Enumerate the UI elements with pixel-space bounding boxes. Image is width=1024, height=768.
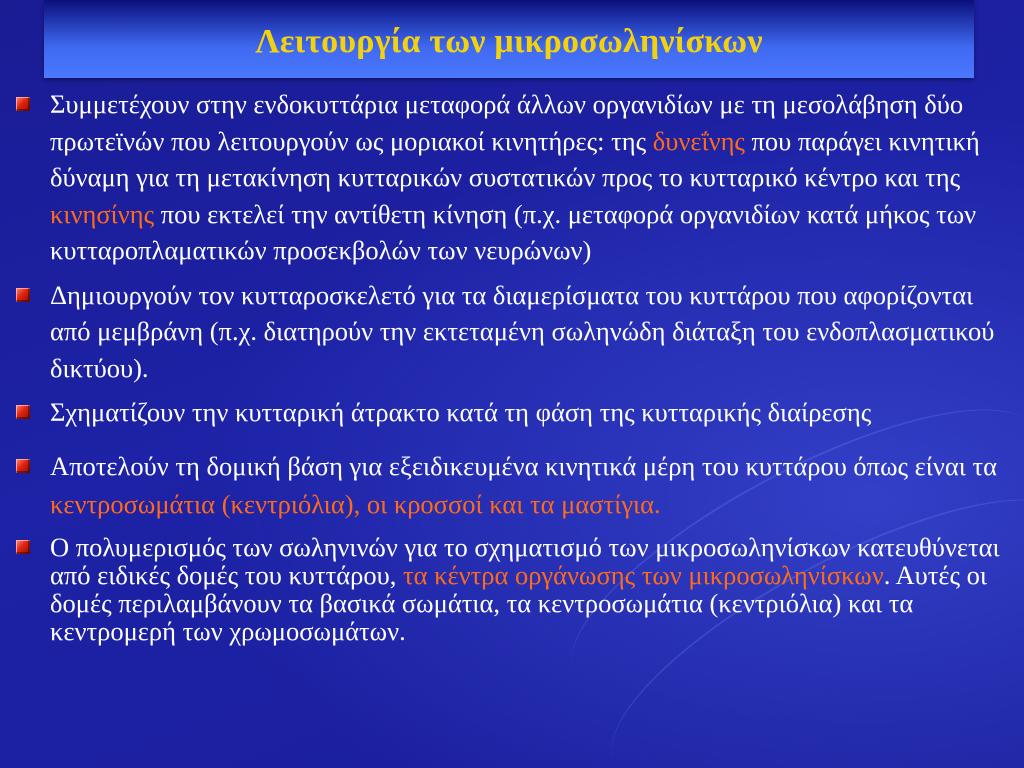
bullet-text: Αποτελούν τη δομική βάση για εξειδικευμένα κινητικά μέρη του κυττάρου όπως είναι τα κεντροσωμάτια (κεντριόλια), οι κροσσοί και τα μαστίγια. [50, 450, 998, 519]
bullet-item-transport [14, 86, 1014, 269]
bullet-item-cytoskeleton [14, 277, 1014, 387]
highlight-text: κεντροσωμάτια (κεντριόλια), οι κροσσοί και τα μαστίγια. [50, 488, 661, 519]
bullet-text: Συμμετέχουν στην ενδοκυττάρια μεταφορά άλλων οργανιδίων με τη μεσολάβηση δύο πρωτεϊνών που λειτουργούν ως μοριακοί κινητήρες: της δυνεΐνης που παράγει κινητική δύναμη για τη μετακίνηση κυτταρικών συστατικών προς το κυτταρικό κέντρο και της κινησίνης που εκτελεί την αντίθετη κίνηση (π.χ. μεταφορά οργανιδίων κατά μήκος των κυτταροπλαματικών προσεκβολών των νευρώνων) [50, 89, 980, 265]
bullet-item-motile-parts [14, 447, 1014, 523]
bullet-text: Ο πολυμερισμός των σωληνινών για το σχηματισμό των μικροσωληνίσκων κατευθύνεται από ειδικές δομές του κυττάρου, τα κέντρα οργάνωσης των μικροσωληνίσκων. Αυτές οι δομές περιλαμβάνουν τα βασικά σωμάτια, τα κεντροσωμάτια (κεντριόλια) και τα κεντρομερή των χρωμοσωμάτων. [50, 531, 1000, 646]
bullet-text: Δημιουργούν τον κυτταροσκελετό για τα διαμερίσματα του κυττάρου που αφορίζονται από μεμβράνη (π.χ. διατηρούν την εκτεταμένη σωληνώδη διάταξη του ενδοπλασματικού δικτύου). [50, 279, 995, 383]
square-bullet-icon [16, 288, 30, 302]
square-bullet-icon [16, 97, 30, 111]
highlight-text: δυνεΐνης [652, 125, 745, 156]
square-bullet-icon [16, 405, 30, 419]
bullet-text: Σχηματίζουν την κυτταρική άτρακτο κατά τη φάση της κυτταρικής διαίρεσης [50, 397, 872, 427]
bullet-item-spindle [14, 394, 1014, 431]
bullet-list [14, 84, 1014, 645]
title-bar [44, 0, 974, 78]
highlight-text: κινησίνης [50, 198, 155, 229]
highlight-text: τα κέντρα οργάνωσης των μικροσωληνίσκων [402, 559, 884, 590]
bullet-item-polymerization [14, 533, 1014, 645]
square-bullet-icon [16, 459, 30, 473]
square-bullet-icon [16, 540, 30, 554]
slide-title: Λειτουργία των μικροσωληνίσκων [255, 23, 763, 60]
